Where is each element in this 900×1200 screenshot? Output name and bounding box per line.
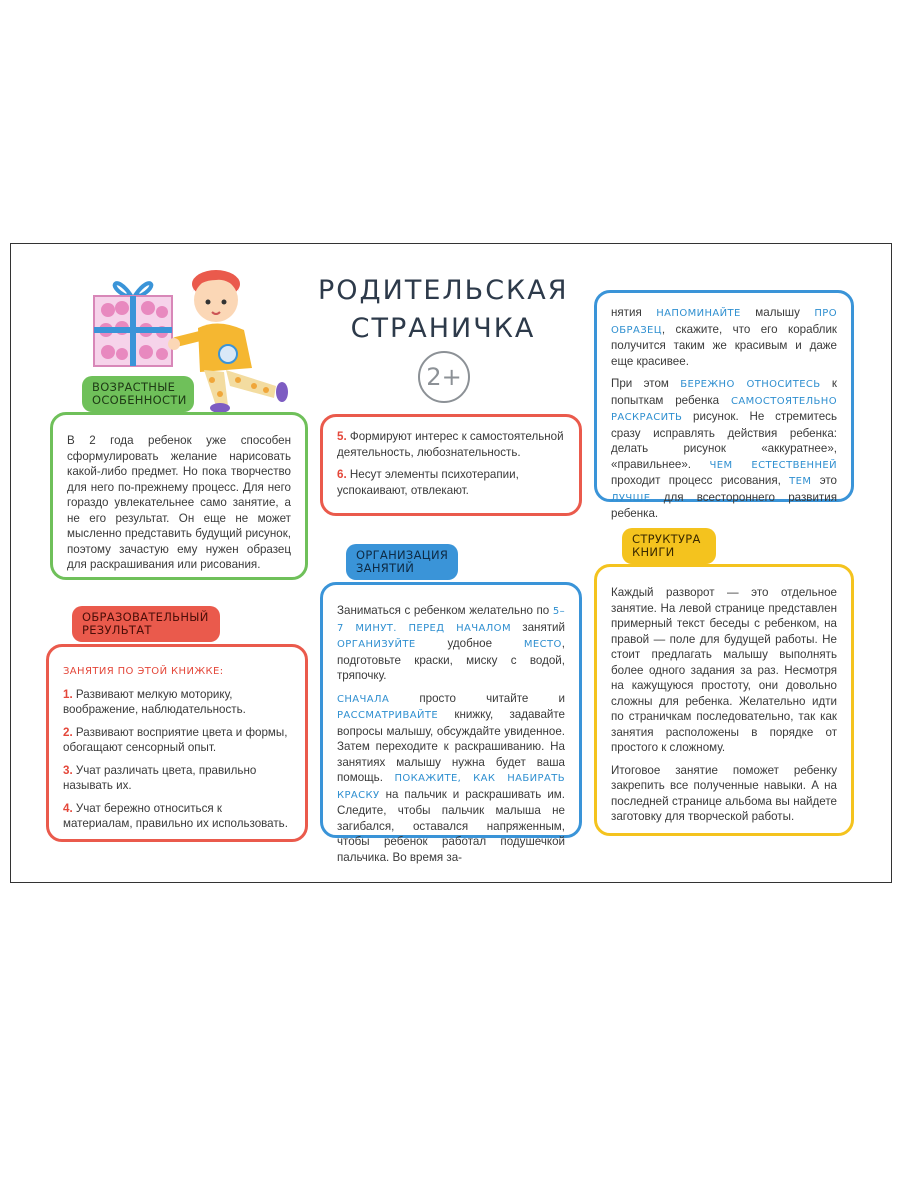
text: При этом bbox=[611, 377, 681, 390]
text: это bbox=[811, 474, 838, 487]
item-text: Учат различать цвета, правильно называть их. bbox=[63, 763, 257, 792]
edu-result-box bbox=[46, 644, 308, 842]
organization-cont-paragraph-2 bbox=[611, 376, 837, 522]
highlight: ЛУЧШЕ bbox=[611, 492, 651, 504]
item-text: Формируют интерес к самостоятельной деятельность, любознательность. bbox=[337, 430, 564, 459]
text: удобное bbox=[415, 637, 524, 650]
text: занятий bbox=[510, 620, 565, 634]
highlight: НАПОМИНАЙТЕ bbox=[656, 308, 741, 319]
text: для всестороннего развития ребенка. bbox=[611, 490, 837, 520]
page-title bbox=[318, 272, 568, 348]
organization-paragraph-1 bbox=[337, 603, 565, 684]
text: книжку, задавайте вопросы малышу, обсуждайте увиденное. Затем переходите к раскрашиванию. На занятиях малышу нужна будет ваша помощь. bbox=[337, 708, 565, 784]
highlight: САМОСТОЯТЕЛЬНО РАСКРАСИТЬ bbox=[611, 395, 837, 423]
item-text: Учат бережно относиться к материалам, правильно их использовать. bbox=[63, 801, 288, 830]
title-line-1: РОДИТЕЛЬСКАЯ bbox=[318, 275, 569, 306]
tag-line: ОРГАНИЗАЦИЯ bbox=[356, 548, 449, 562]
edu-result-lead-text: ЗАНЯТИЯ ПО ЭТОЙ КНИЖКЕ: bbox=[63, 666, 224, 677]
item-text: Развивают восприятие цвета и формы, обогащают сенсорный опыт. bbox=[63, 725, 288, 754]
text: нятия bbox=[611, 306, 657, 319]
highlight: СНАЧАЛА bbox=[337, 693, 390, 705]
tag-line: РЕЗУЛЬТАТ bbox=[82, 623, 152, 637]
edu-result-cont-box bbox=[320, 414, 582, 516]
edu-result-tag bbox=[72, 606, 220, 642]
edu-item bbox=[337, 429, 565, 460]
item-text: Несут элементы психотерапии, успокаивают, отвлекают. bbox=[337, 468, 519, 497]
tag-line: ОБРАЗОВАТЕЛЬНЫЙ bbox=[82, 610, 209, 624]
highlight: МЕСТО bbox=[523, 639, 562, 650]
text: , подготовьте краски, миску с водой, тряпочку. bbox=[337, 637, 565, 682]
book-structure-box bbox=[594, 564, 854, 836]
tag-line: КНИГИ bbox=[632, 545, 675, 559]
tag-line: ВОЗРАСТНЫЕ bbox=[92, 380, 176, 394]
organization-cont-paragraph-1 bbox=[611, 305, 837, 369]
item-number: 4. bbox=[63, 801, 73, 815]
book-structure-paragraph-2: Итоговое занятие поможет ребенку закрепить все полученные навыки. А на последней странице альбома вы найдете заготовку для творческой работы. bbox=[611, 763, 837, 823]
highlight: ЧЕМ ЕСТЕСТВЕННЕЙ bbox=[709, 459, 837, 471]
tag-line: ЗАНЯТИЙ bbox=[356, 561, 415, 575]
edu-item bbox=[63, 801, 291, 832]
text: просто читайте и bbox=[389, 691, 565, 705]
highlight: ПОКАЖИТЕ, КАК НАБИРАТЬ КРАСКУ bbox=[337, 773, 565, 801]
highlight: БЕРЕЖНО ОТНОСИТЕСЬ bbox=[680, 379, 821, 390]
highlight: ПРО ОБРАЗЕЦ bbox=[611, 308, 838, 336]
organization-cont-box bbox=[594, 290, 854, 520]
tag-line: ОСОБЕННОСТИ bbox=[92, 393, 187, 407]
item-number: 3. bbox=[63, 763, 73, 777]
age-features-tag bbox=[82, 376, 194, 412]
text: , скажите, что его кораблик получится таким же красивым и даже еще красивее. bbox=[611, 322, 837, 368]
item-number: 1. bbox=[63, 687, 73, 701]
organization-paragraph-2 bbox=[337, 691, 565, 866]
age-features-box bbox=[50, 412, 308, 580]
book-structure-tag bbox=[622, 528, 716, 564]
item-number: 2. bbox=[63, 725, 73, 739]
item-number: 5. bbox=[337, 430, 347, 443]
organization-tag bbox=[346, 544, 458, 580]
book-structure-paragraph-1: Каждый разворот — это отдельное занятие. На левой странице представлен примерный текст беседы с ребенком, на правой — поле для будущей работы. Не стоит предлагать малышу выполнять более одного задания за раз. Несмотря на кажущуюся простоту, они довольно сложны для ребенка. Желательно идти по страничкам последовательно, так как занятия расположены в порядке от простого к сложному. bbox=[611, 586, 837, 754]
age-features-text: В 2 года ребенок уже способен сформулировать желание нарисовать какой-либо предмет. Но пока творчество для него по-прежнему процесс. Для него гораздо увлекательнее само занятие, а не его результат. Он еще не может мысленно представить будущий рисунок, поэтому зачастую ему нужен образец для раскрашивания или рисования. bbox=[67, 434, 291, 571]
edu-result-lead bbox=[63, 663, 291, 680]
highlight: ТЕМ bbox=[789, 476, 812, 487]
highlight: 5–7 МИНУТ. ПЕРЕД НАЧАЛОМ bbox=[337, 606, 565, 634]
text: рисунок. Не стремитесь сразу исправлять действия ребенка: делать рисунок «аккуратнее», «правильнее». bbox=[611, 410, 837, 471]
edu-item bbox=[337, 467, 565, 498]
highlight: РАССМАТРИВАЙТЕ bbox=[337, 710, 439, 721]
highlight: ОРГАНИЗУЙТЕ bbox=[337, 639, 416, 650]
text: к попыткам ребенка bbox=[611, 377, 837, 407]
age-badge: 2+ bbox=[418, 351, 470, 403]
text: на пальчик и раскрашивать им. Следите, чтобы пальчик малыша не загибался, оставался напряженным, чтобы ребенок работал подушечкой пальчика. Во время за- bbox=[337, 787, 565, 864]
edu-item bbox=[63, 687, 291, 718]
title-line-2: СТРАНИЧКА bbox=[350, 313, 536, 344]
tag-line: СТРУКТУРА bbox=[632, 532, 701, 546]
item-text: Развивают мелкую моторику, воображение, наблюдательность. bbox=[63, 687, 246, 716]
text: малышу bbox=[740, 306, 815, 319]
text: Заниматься с ребенком желательно по bbox=[337, 604, 553, 617]
organization-box bbox=[320, 582, 582, 864]
edu-item bbox=[63, 763, 291, 794]
edu-item bbox=[63, 725, 291, 756]
text: проходит процесс рисования, bbox=[611, 474, 790, 487]
item-number: 6. bbox=[337, 468, 347, 481]
